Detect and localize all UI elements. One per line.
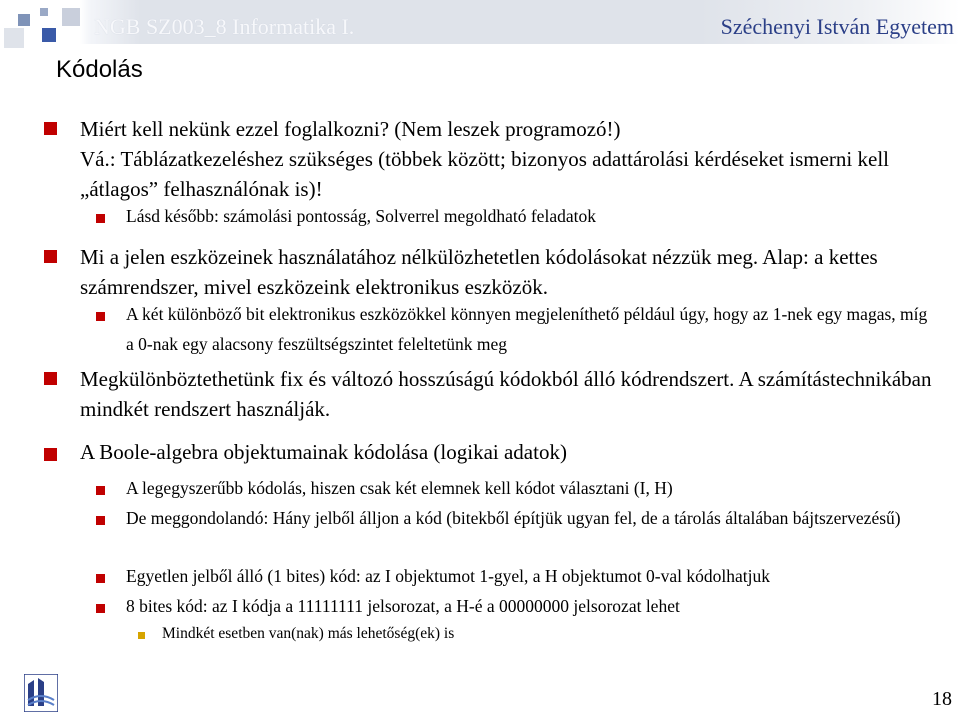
course-code: NGB SZ003_8 Informatika I. — [94, 14, 355, 39]
list-item — [126, 202, 936, 230]
university-name: Széchenyi István Egyetem — [720, 14, 954, 39]
list-item — [162, 625, 932, 644]
list-item — [126, 300, 936, 360]
bullet-icon — [96, 516, 105, 525]
square-decoration — [18, 14, 30, 26]
bullet-icon — [44, 250, 57, 263]
bullet-icon — [44, 448, 57, 461]
list-item-text: Mindkét esetben van(nak) más lehetőség(ek) is — [162, 625, 455, 642]
slide-title: Kódolás — [56, 56, 143, 83]
decorative-squares — [4, 4, 84, 60]
list-item — [126, 592, 936, 620]
list-item — [80, 114, 940, 205]
list-item-text: Egyetlen jelből álló (1 bites) kód: az I objektumot 1-gyel, a H objektumot 0-val kódolhatjuk — [126, 566, 770, 586]
list-item-text: Lásd később: számolási pontosság, Solverrel megoldható feladatok — [126, 206, 596, 226]
list-item — [126, 474, 936, 502]
slide-number: 18 — [932, 688, 952, 710]
list-item-text: A Boole-algebra objektumainak kódolása (logikai adatok) — [80, 440, 567, 464]
list-item-text: 8 bites kód: az I kódja a 11111111 jelsorozat, a H-é a 00000000 jelsorozat lehet — [126, 596, 680, 616]
list-item-text: Megkülönböztethetünk fix és változó hosszúságú kódokból álló kódrendszert. A számítástechnikában mindkét rendszert használják. — [80, 367, 932, 422]
bullet-icon — [96, 214, 105, 223]
list-item-text: A legegyszerűbb kódolás, hiszen csak két elemnek kell kódot választani (I, H) — [126, 478, 673, 498]
university-logo-icon — [24, 674, 58, 712]
list-item — [126, 562, 936, 590]
bullet-icon — [138, 632, 145, 639]
list-item-text: Mi a jelen eszközeinek használatához nélkülözhetetlen kódolásokat nézzük meg. Alap: a kettes számrendszer, mivel eszközeink elektronikus eszközök. — [80, 245, 878, 300]
bullet-icon — [44, 372, 57, 385]
list-item-text: A két különböző bit elektronikus eszközökkel könnyen megjeleníthető például úgy, hogy az 1-nek egy magas, míg a 0-nak egy alacsony feszültségszintet feleltetünk meg — [126, 304, 928, 354]
list-item — [80, 440, 940, 465]
square-decoration — [4, 28, 24, 48]
square-decoration — [42, 28, 56, 42]
square-decoration — [40, 8, 48, 16]
list-item — [80, 242, 940, 302]
bullet-icon — [44, 122, 57, 135]
bullet-icon — [96, 486, 105, 495]
list-item — [126, 504, 936, 534]
bullet-icon — [96, 312, 105, 321]
bullet-icon — [96, 574, 105, 583]
list-item-text: Miért kell nekünk ezzel foglalkozni? (Nem leszek programozó!) Vá.: Táblázatkezeléshez szükséges (többek között; bizonyos adattárolási kérdéseket ismerni kell „átlagos” felhasználónak is)! — [80, 117, 889, 202]
list-item — [80, 364, 940, 424]
list-item-text: De meggondolandó: Hány jelből álljon a kód (bitekből építjük ugyan fel, de a tárolás általában bájtszervezésű) — [126, 508, 901, 528]
square-decoration — [62, 8, 80, 26]
bullet-icon — [96, 604, 105, 613]
